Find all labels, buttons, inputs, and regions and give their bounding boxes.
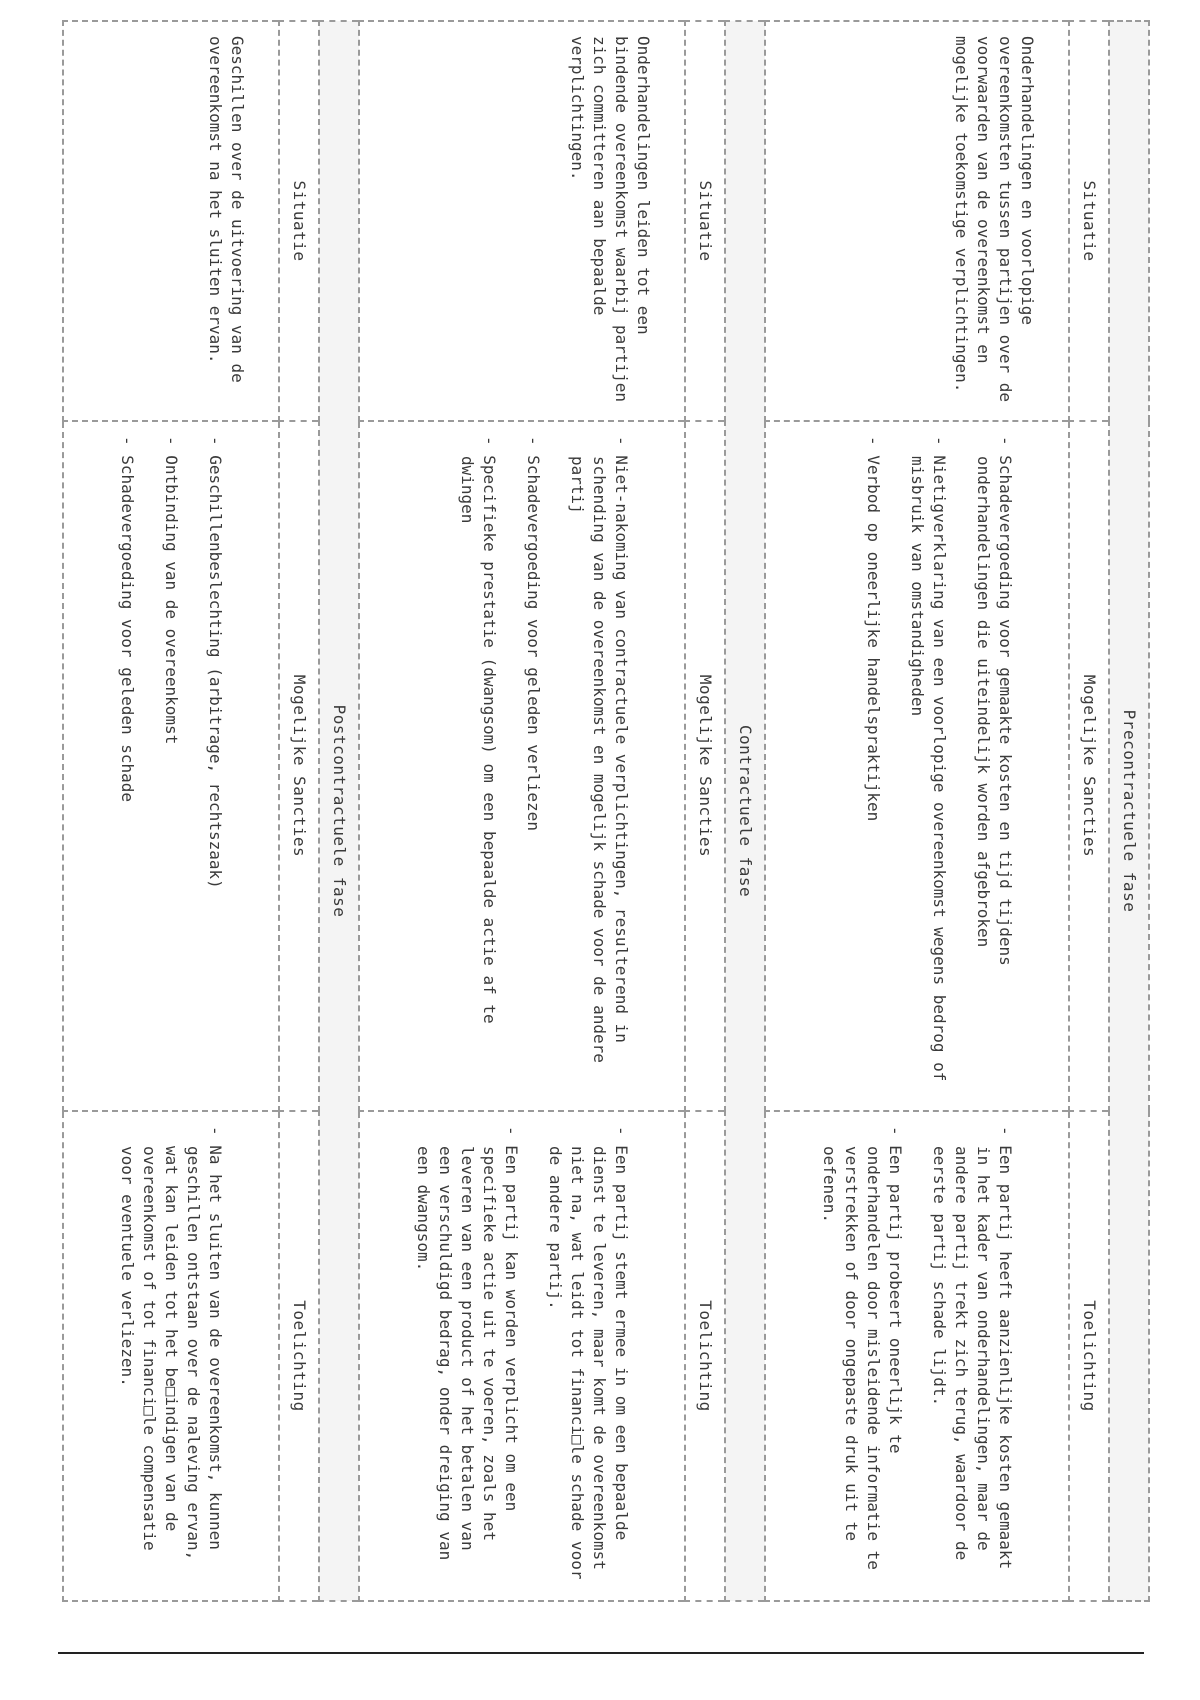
situation-cell [359,21,685,421]
explanation-list [94,1126,248,1586]
situation-cell [765,21,1069,421]
header-sanctions: Mogelijke Sancties [685,421,725,1111]
column-header-row [279,21,319,1601]
explanation-item: - Een partij kan worden verplicht om een specifieke actie uit te voeren, zoals het leveren van een product of het betalen van een verschuldigd bedrag, onder dreiging van een dwangsom. [412,1126,522,1586]
phase-title-row [1109,21,1149,1601]
header-explanation: Toelichting [1069,1111,1109,1601]
explanation-cell [765,1111,1069,1601]
phase-title-row [319,21,359,1601]
header-explanation: Toelichting [279,1111,319,1601]
sanctions-list [840,436,1038,1096]
explanation-item: - Na het sluiten van de overeenkomst, kunnen geschillen ontstaan over de naleving ervan, wat kan leiden tot het be□indigen van de overeenkomst of tot financi□le compensatie voor eventuele verliezen. [116,1126,226,1586]
explanation-cell [359,1111,685,1601]
sanction-item: - Schadevergoeding voor geleden schade [116,436,138,1096]
sanction-item: - Nietigverklaring van een voorlopige overeenkomst wegens bedrog of misbruik van omstandigheden [906,436,950,1096]
sanctions-cell [359,421,685,1111]
header-situation: Situatie [1069,21,1109,421]
sanction-item: - Verbod op oneerlijke handelspraktijken [862,436,884,1096]
explanation-list [390,1126,654,1586]
sanction-item: - Niet-nakoming van contractuele verplichtingen, resulterend in schending van de overeenkomst en mogelijk schade voor de andere partij [566,436,632,1096]
phase-title: Precontractuele fase [1109,21,1149,1601]
explanation-item: - Een partij stemt ermee in om een bepaalde dienst te leveren, maar komt de overeenkomst niet na, wat leidt tot financi□le schade voor de andere partij. [544,1126,632,1586]
sanction-item: - Ontbinding van de overeenkomst [160,436,182,1096]
explanation-item: - Een partij probeert oneerlijk te onderhandelen door misleidende informatie te verstrekken of door ongepaste druk uit te oefenen. [818,1126,906,1586]
sanctions-list [94,436,248,1096]
sanctions-cell [63,421,279,1111]
explanation-item: - Een partij heeft aanzienlijke kosten gemaakt in het kader van onderhandelingen, maar de andere partij trekt zich terug, waardoor de eerste partij schade lijdt. [928,1126,1016,1586]
sanctions-cell [765,421,1069,1111]
phase-title-row [725,21,765,1601]
situation-cell [63,21,279,421]
header-sanctions: Mogelijke Sancties [279,421,319,1111]
sanction-item: - Schadevergoeding voor geleden verliezen [522,436,544,1096]
situation-text: Geschillen over de uitvoering van de overeenkomst na het sluiten ervan. [206,36,247,383]
sanctions-table [62,20,1150,1602]
header-situation: Situatie [685,21,725,421]
sanction-item: - Schadevergoeding voor gemaakte kosten en tijd tijdens onderhandelingen die uiteindelijk worden afgebroken [972,436,1016,1096]
header-explanation: Toelichting [685,1111,725,1601]
column-header-row [1069,21,1109,1601]
sanctions-list [434,436,654,1096]
explanation-list [796,1126,1038,1586]
phase-title: Contractuele fase [725,21,765,1601]
sanction-item: - Specifieke prestatie (dwangsom) om een bepaalde actie af te dwingen [456,436,500,1096]
content-row [63,21,279,1601]
content-row [359,21,685,1601]
explanation-cell [63,1111,279,1601]
header-situation: Situatie [279,21,319,421]
situation-text: Onderhandelingen en voorlopige overeenkomsten tussen partijen over de voorwaarden van de overeenkomst en mogelijke toekomstige verplichtingen. [952,36,1037,403]
content-row [765,21,1069,1601]
sanction-item: - Geschillenbeslechting (arbitrage, rechtszaak) [204,436,226,1096]
situation-text: Onderhandelingen leiden tot een bindende overeenkomst waarbij partijen zich committeren aan bepaalde verplichtingen. [568,36,653,403]
column-header-row [685,21,725,1601]
footer-divider [58,1652,1144,1654]
rotated-document [50,20,1150,1600]
phase-title: Postcontractuele fase [319,21,359,1601]
header-sanctions: Mogelijke Sancties [1069,421,1109,1111]
